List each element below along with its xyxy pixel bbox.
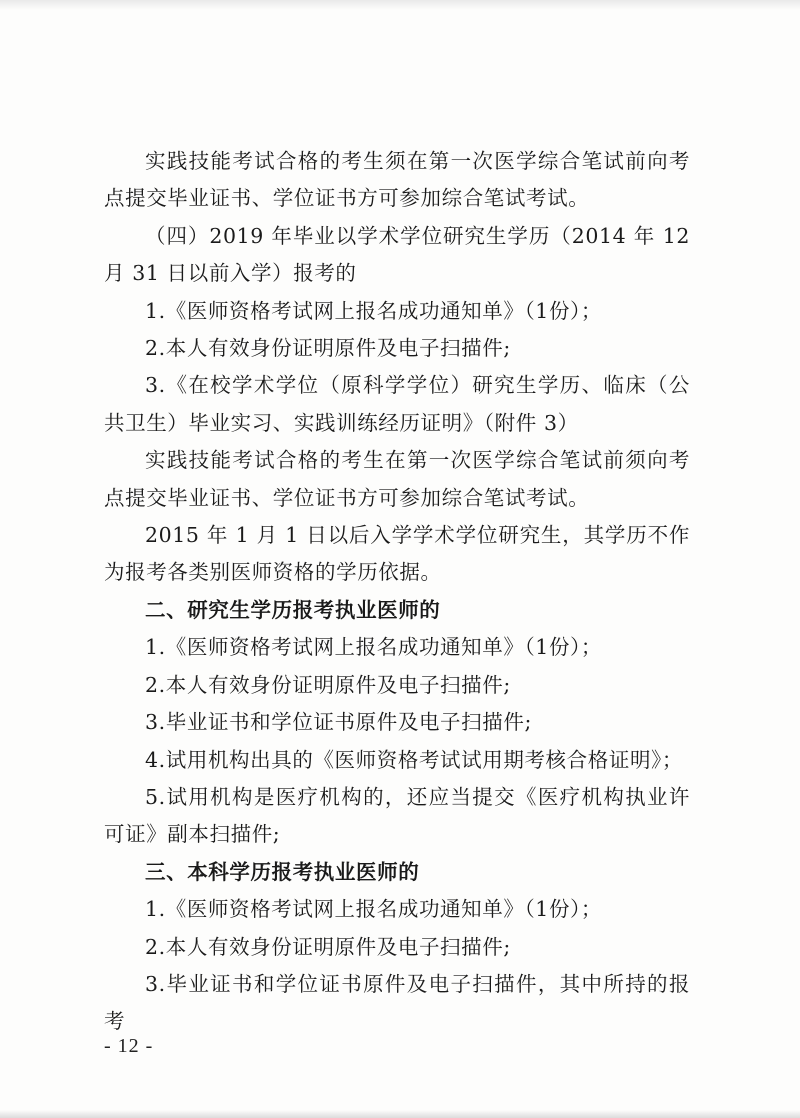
section-heading-graduate: 二、研究生学历报考执业医师的 <box>145 597 441 622</box>
list-item-notification: 1.《医师资格考试网上报名成功通知单》（1份）； <box>145 635 603 660</box>
list-item-diploma: 3.毕业证书和学位证书原件及电子扫描件; <box>145 710 532 735</box>
list-item-id-proof: 2.本人有效身份证明原件及电子扫描件; <box>145 336 511 361</box>
list-item-notification: 1.《医师资格考试网上报名成功通知单》（1份）； <box>145 897 603 922</box>
paragraph-section-4-title: （四）2019 年毕业以学术学位研究生学历（2014 年 12 月 31 日以前入学）报考的 <box>104 223 690 286</box>
list-item-id-proof: 2.本人有效身份证明原件及电子扫描件; <box>145 934 511 959</box>
list-item-diploma-partial: 3.毕业证书和学位证书原件及电子扫描件，其中所持的报考 <box>104 971 690 1034</box>
page-number: - 12 - <box>104 1035 154 1057</box>
paragraph-practice-exam-note-1: 实践技能考试合格的考生须在第一次医学综合笔试前向考点提交毕业证书、学位证书方可参加综合笔试考试。 <box>104 149 690 211</box>
list-item-notification: 1.《医师资格考试网上报名成功通知单》（1份）； <box>145 298 603 323</box>
document-body <box>104 143 690 1041</box>
section-heading-undergraduate: 三、本科学历报考执业医师的 <box>145 859 420 884</box>
scan-bottom-edge <box>0 1110 800 1118</box>
list-item-training-proof: 3.《在校学术学位（原科学学位）研究生学历、临床（公共卫生）毕业实习、实践训练经历证明》（附件 3） <box>104 373 690 435</box>
list-item-probation-proof: 4.试用机构出具的《医师资格考试试用期考核合格证明》； <box>145 747 684 772</box>
paragraph-2015-note: 2015 年 1 月 1 日以后入学学术学位研究生，其学历不作为报考各类别医师资格的学历依据。 <box>104 523 690 585</box>
list-item-id-proof: 2.本人有效身份证明原件及电子扫描件; <box>145 672 511 697</box>
paragraph-practice-exam-note-2: 实践技能考试合格的考生在第一次医学综合笔试前须向考点提交毕业证书、学位证书方可参加综合笔试考试。 <box>104 448 690 510</box>
scan-top-edge <box>0 0 800 10</box>
list-item-license-copy: 5.试用机构是医疗机构的，还应当提交《医疗机构执业许可证》副本扫描件; <box>104 784 690 847</box>
